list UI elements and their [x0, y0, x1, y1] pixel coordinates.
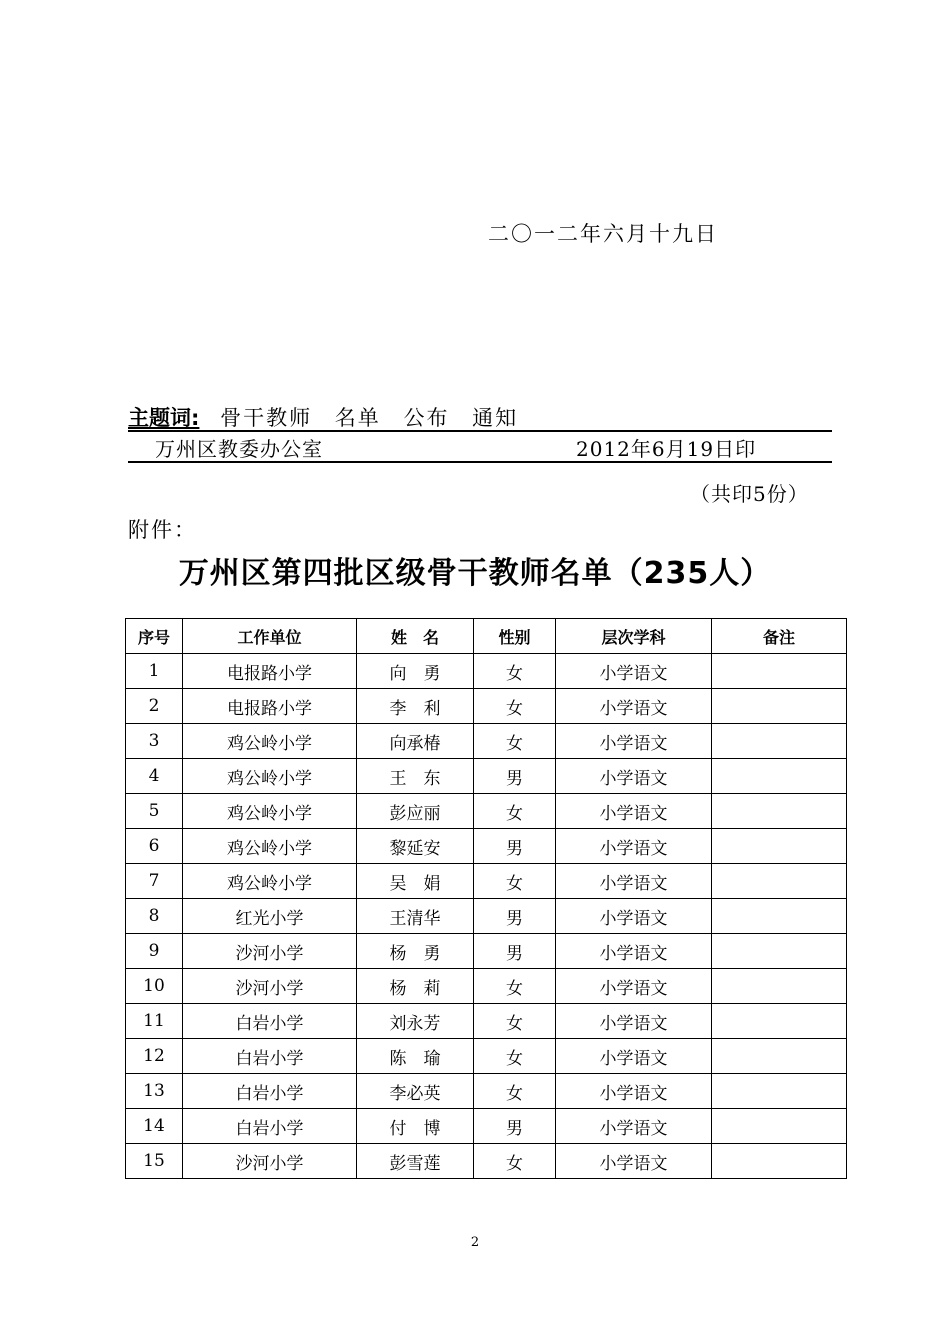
- cell-gender: 女: [474, 969, 556, 1004]
- cell-index: 3: [126, 724, 183, 759]
- cell-level-subject: 小学语文: [556, 934, 712, 969]
- cell-gender: 女: [474, 864, 556, 899]
- copies-note: （共印5份）: [690, 482, 809, 506]
- cell-remarks: [712, 1039, 847, 1074]
- cell-name: 彭雪莲: [357, 1144, 474, 1179]
- cell-level-subject: 小学语文: [556, 794, 712, 829]
- cell-gender: 女: [474, 724, 556, 759]
- cell-level-subject: 小学语文: [556, 654, 712, 689]
- cell-name: 李 利: [357, 689, 474, 724]
- cell-index: 4: [126, 759, 183, 794]
- cell-name: 王清华: [357, 899, 474, 934]
- cell-level-subject: 小学语文: [556, 759, 712, 794]
- cell-gender: 女: [474, 1039, 556, 1074]
- table-row: [126, 899, 847, 934]
- print-date: 2012年6月19日印: [576, 437, 757, 461]
- table-row: [126, 794, 847, 829]
- cell-name: 向 勇: [357, 654, 474, 689]
- cell-remarks: [712, 969, 847, 1004]
- list-title: 万州区第四批区级骨干教师名单（235人）: [178, 556, 772, 591]
- cell-level-subject: 小学语文: [556, 1004, 712, 1039]
- attachment-label: 附件：: [128, 518, 197, 542]
- cell-work-unit: 沙河小学: [183, 969, 357, 1004]
- cell-work-unit: 沙河小学: [183, 1144, 357, 1179]
- cell-index: 14: [126, 1109, 183, 1144]
- table-row: [126, 759, 847, 794]
- teacher-roster-table: [125, 618, 847, 1179]
- cell-index: 6: [126, 829, 183, 864]
- table-row: [126, 864, 847, 899]
- cell-index: 7: [126, 864, 183, 899]
- cell-work-unit: 电报路小学: [183, 689, 357, 724]
- cell-index: 12: [126, 1039, 183, 1074]
- subject-label: 主题词:: [128, 406, 200, 430]
- cell-work-unit: 鸡公岭小学: [183, 829, 357, 864]
- cell-index: 5: [126, 794, 183, 829]
- cell-gender: 女: [474, 689, 556, 724]
- cell-level-subject: 小学语文: [556, 829, 712, 864]
- cell-remarks: [712, 1144, 847, 1179]
- cell-gender: 男: [474, 759, 556, 794]
- cell-work-unit: 鸡公岭小学: [183, 759, 357, 794]
- cell-remarks: [712, 759, 847, 794]
- top-divider: [128, 430, 832, 432]
- table-header-row: [126, 619, 847, 654]
- header-name: 姓 名: [357, 619, 474, 654]
- cell-gender: 男: [474, 1109, 556, 1144]
- header-gender: 性别: [474, 619, 556, 654]
- header-index: 序号: [126, 619, 183, 654]
- cell-remarks: [712, 899, 847, 934]
- cell-remarks: [712, 689, 847, 724]
- cell-remarks: [712, 654, 847, 689]
- cell-remarks: [712, 864, 847, 899]
- issuer-office: 万州区教委办公室: [155, 437, 323, 461]
- cell-remarks: [712, 1109, 847, 1144]
- table-row: [126, 969, 847, 1004]
- cell-level-subject: 小学语文: [556, 1144, 712, 1179]
- table-row: [126, 724, 847, 759]
- cell-remarks: [712, 794, 847, 829]
- subject-line: [128, 402, 518, 432]
- header-work-unit: 工作单位: [183, 619, 357, 654]
- table-row: [126, 654, 847, 689]
- cell-remarks: [712, 829, 847, 864]
- page-number: 2: [470, 1235, 480, 1250]
- cell-work-unit: 电报路小学: [183, 654, 357, 689]
- cell-work-unit: 白岩小学: [183, 1004, 357, 1039]
- cell-index: 9: [126, 934, 183, 969]
- cell-gender: 男: [474, 829, 556, 864]
- cell-index: 1: [126, 654, 183, 689]
- table-row: [126, 1074, 847, 1109]
- cell-name: 向承椿: [357, 724, 474, 759]
- cell-level-subject: 小学语文: [556, 864, 712, 899]
- cell-name: 王 东: [357, 759, 474, 794]
- cell-level-subject: 小学语文: [556, 724, 712, 759]
- cell-remarks: [712, 1074, 847, 1109]
- subject-keywords: 骨干教师 名单 公布 通知: [220, 406, 519, 430]
- cell-level-subject: 小学语文: [556, 689, 712, 724]
- bottom-divider: [128, 461, 832, 463]
- cell-gender: 女: [474, 654, 556, 689]
- cell-index: 13: [126, 1074, 183, 1109]
- cell-index: 11: [126, 1004, 183, 1039]
- cell-name: 李必英: [357, 1074, 474, 1109]
- cell-remarks: [712, 934, 847, 969]
- cell-gender: 女: [474, 1074, 556, 1109]
- cell-gender: 女: [474, 794, 556, 829]
- table-row: [126, 689, 847, 724]
- cell-remarks: [712, 1004, 847, 1039]
- cell-name: 杨 勇: [357, 934, 474, 969]
- cell-level-subject: 小学语文: [556, 969, 712, 1004]
- table-row: [126, 1039, 847, 1074]
- cell-level-subject: 小学语文: [556, 1074, 712, 1109]
- table-row: [126, 1144, 847, 1179]
- table-row: [126, 1004, 847, 1039]
- cell-level-subject: 小学语文: [556, 1039, 712, 1074]
- cell-gender: 女: [474, 1004, 556, 1039]
- cell-work-unit: 鸡公岭小学: [183, 864, 357, 899]
- cell-work-unit: 沙河小学: [183, 934, 357, 969]
- cell-index: 8: [126, 899, 183, 934]
- cell-name: 杨 莉: [357, 969, 474, 1004]
- cell-name: 刘永芳: [357, 1004, 474, 1039]
- header-level-subject: 层次学科: [556, 619, 712, 654]
- table-row: [126, 934, 847, 969]
- cell-index: 10: [126, 969, 183, 1004]
- cell-work-unit: 白岩小学: [183, 1074, 357, 1109]
- cell-name: 彭应丽: [357, 794, 474, 829]
- cell-level-subject: 小学语文: [556, 899, 712, 934]
- cell-work-unit: 鸡公岭小学: [183, 794, 357, 829]
- cell-work-unit: 鸡公岭小学: [183, 724, 357, 759]
- table-row: [126, 1109, 847, 1144]
- cell-gender: 女: [474, 1144, 556, 1179]
- cell-remarks: [712, 724, 847, 759]
- cell-gender: 男: [474, 899, 556, 934]
- cell-work-unit: 红光小学: [183, 899, 357, 934]
- cell-index: 15: [126, 1144, 183, 1179]
- cell-level-subject: 小学语文: [556, 1109, 712, 1144]
- cell-name: 黎延安: [357, 829, 474, 864]
- cell-work-unit: 白岩小学: [183, 1039, 357, 1074]
- table-row: [126, 829, 847, 864]
- cell-index: 2: [126, 689, 183, 724]
- cell-name: 吴 娟: [357, 864, 474, 899]
- cell-gender: 男: [474, 934, 556, 969]
- header-remarks: 备注: [712, 619, 847, 654]
- cell-work-unit: 白岩小学: [183, 1109, 357, 1144]
- document-date: 二〇一二年六月十九日: [488, 222, 718, 246]
- cell-name: 陈 瑜: [357, 1039, 474, 1074]
- cell-name: 付 博: [357, 1109, 474, 1144]
